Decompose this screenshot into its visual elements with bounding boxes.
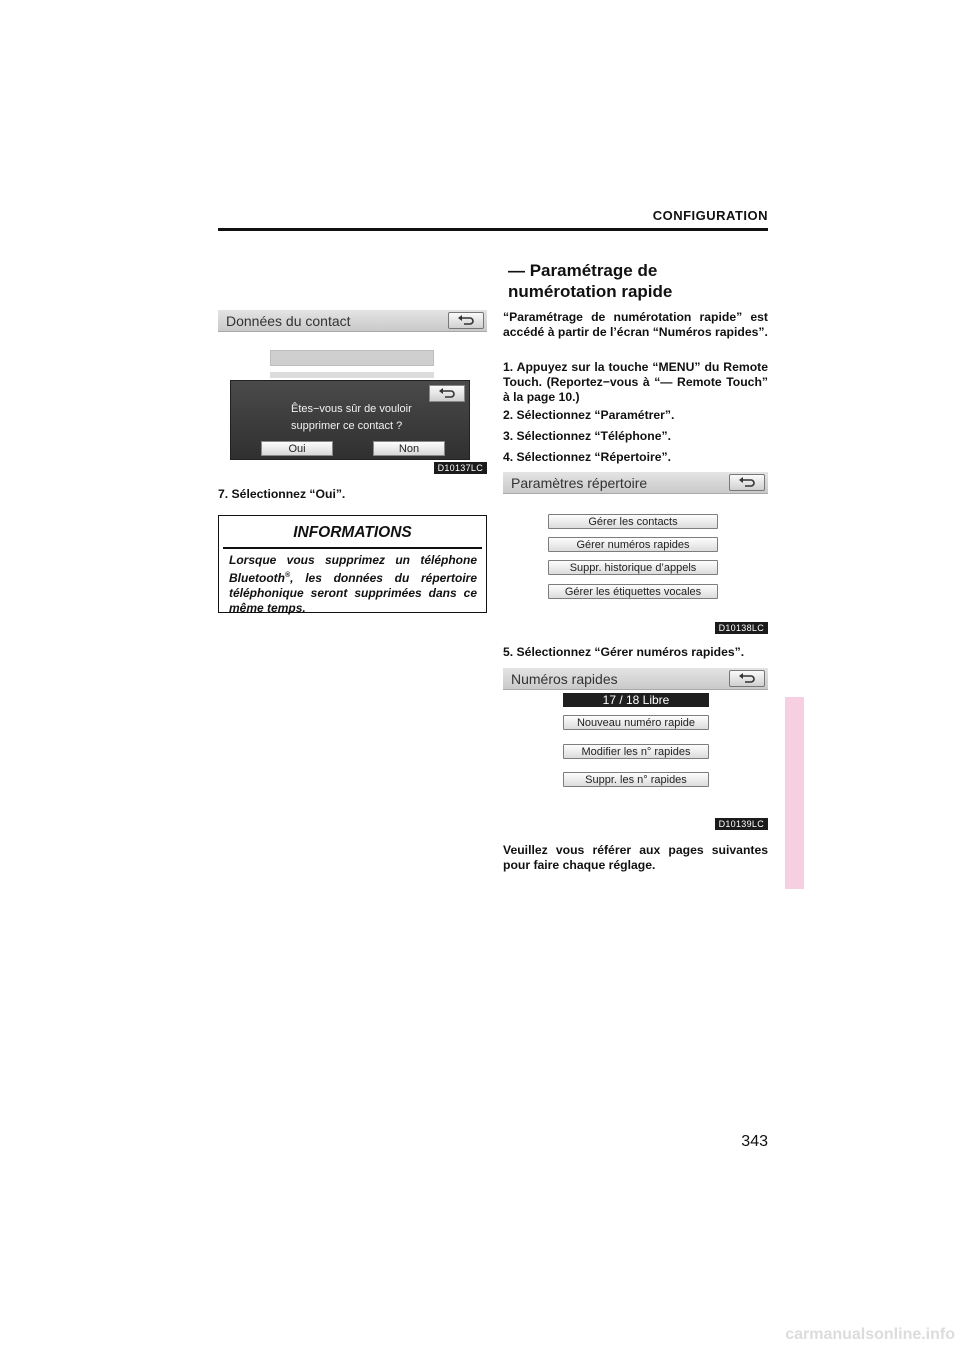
dialog-back-button[interactable] — [429, 385, 465, 402]
return-arrow-icon — [737, 673, 757, 685]
screen-title-bar — [503, 472, 768, 494]
blurred-row — [270, 372, 434, 378]
delete-call-history-button[interactable]: Suppr. historique d’appels — [548, 560, 718, 575]
header-divider — [218, 228, 768, 231]
new-speed-dial-button[interactable]: Nouveau numéro rapide — [563, 715, 709, 730]
step-5: 5. Sélectionnez “Gérer numéros rapides”. — [503, 645, 745, 659]
no-button[interactable]: Non — [373, 441, 445, 456]
screen-title: Numéros rapides — [511, 671, 618, 687]
return-arrow-icon — [737, 477, 757, 489]
step-7: 7. Sélectionnez “Oui”. — [218, 487, 346, 501]
info-box — [218, 515, 487, 613]
yes-button[interactable]: Oui — [261, 441, 333, 456]
chapter-tab — [785, 697, 804, 889]
registered-mark: ® — [285, 572, 291, 579]
back-button[interactable] — [448, 312, 484, 329]
screen-title: Paramètres répertoire — [511, 475, 648, 491]
screen-contact-data — [218, 310, 487, 474]
screen-phonebook-settings — [503, 472, 768, 634]
figure-code: D10138LC — [715, 622, 768, 634]
manage-speed-dials-button[interactable]: Gérer numéros rapides — [548, 537, 718, 552]
blurred-contact-button — [270, 350, 434, 366]
back-button[interactable] — [729, 474, 765, 491]
page-number: 343 — [741, 1133, 768, 1150]
manage-voice-tags-button[interactable]: Gérer les étiquettes vocales — [548, 584, 718, 599]
step-2: 2. Sélectionnez “Paramétrer”. — [503, 408, 675, 422]
info-divider — [223, 547, 482, 549]
info-text: Lorsque vous supprimez un téléphone Bluetooth®, les données du répertoire téléphonique seront supprimées dans ce même temps. — [229, 553, 477, 615]
back-button[interactable] — [729, 670, 765, 687]
info-title: INFORMATIONS — [293, 524, 412, 541]
edit-speed-dials-button[interactable]: Modifier les n° rapides — [563, 744, 709, 759]
step-3: 3. Sélectionnez “Téléphone”. — [503, 429, 671, 443]
section-header: CONFIGURATION — [652, 208, 768, 223]
confirm-delete-dialog — [230, 380, 470, 460]
screen-title: Données du contact — [226, 313, 351, 329]
screen-title-bar — [218, 310, 487, 332]
watermark: carmanualsonline.info — [785, 1326, 955, 1343]
figure-code: D10139LC — [715, 818, 768, 830]
step-4: 4. Sélectionnez “Répertoire”. — [503, 450, 671, 464]
step-1: 1. Appuyez sur la touche “MENU” du Remote Touch. (Reportez−vous à “— Remote Touch” à la page 10.) — [503, 360, 768, 404]
return-arrow-icon — [456, 315, 476, 327]
dialog-message: Êtes−vous sûr de vouloir supprimer ce contact ? — [291, 403, 412, 432]
figure-code: D10137LC — [434, 462, 487, 474]
speed-dial-counter: 17 / 18 Libre — [563, 693, 709, 707]
delete-speed-dials-button[interactable]: Suppr. les n° rapides — [563, 772, 709, 787]
screen-title-bar — [503, 668, 768, 690]
section-title: — Paramétrage de numérotation rapide — [508, 261, 673, 301]
intro-paragraph: “Paramétrage de numérotation rapide” est accédé à partir de l’écran “Numéros rapides”. — [503, 310, 768, 339]
screen-speed-dials — [503, 668, 768, 830]
return-arrow-icon — [437, 388, 457, 400]
manage-contacts-button[interactable]: Gérer les contacts — [548, 514, 718, 529]
closing-paragraph: Veuillez vous référer aux pages suivantes pour faire chaque réglage. — [503, 843, 768, 872]
